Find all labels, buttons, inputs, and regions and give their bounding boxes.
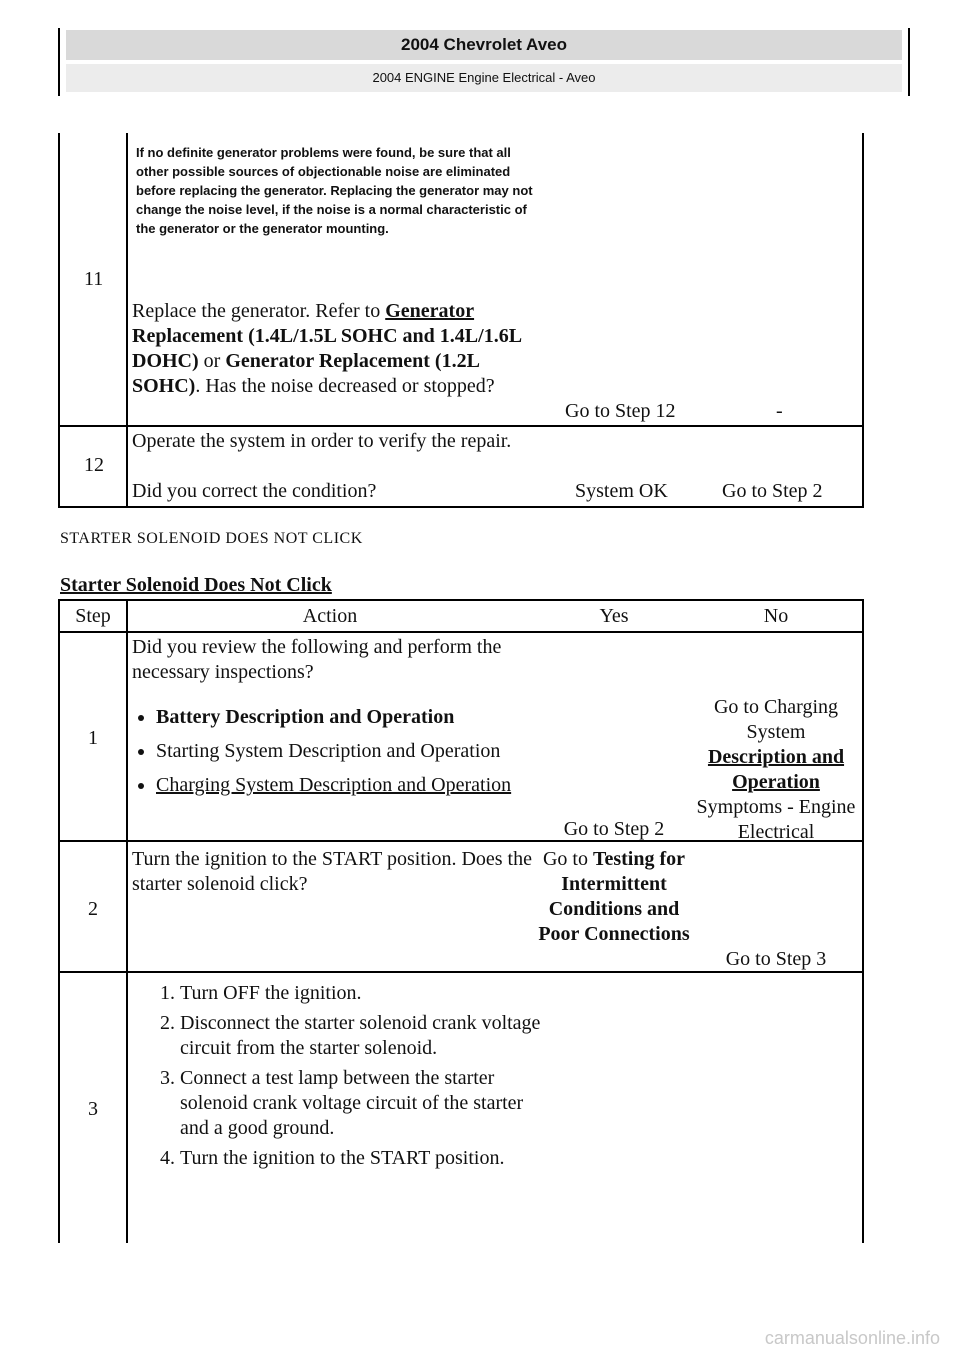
step-number: 12 (84, 454, 104, 476)
header-yes: Yes (599, 605, 629, 627)
list-item: 3. Connect a test lamp between the starter solenoid crank voltage circuit of the starter and a good ground. (180, 1066, 542, 1141)
list-item: 1. Turn OFF the ignition. (180, 981, 542, 1006)
step-question: Did you review the following and perform the necessary inspections? (132, 636, 502, 683)
step-action: Replace the generator. Refer to Generator Replacement (1.4L/1.5L SOHC and 1.4L/1.6L DOHC) or Generator Replacement (1.2L SOHC). Has the noise decreased or stopped? (132, 300, 521, 397)
no-cell: Go to Step 2 (722, 480, 823, 502)
step-number: 11 (84, 268, 104, 290)
no-cell: Go to Step 3 (725, 948, 827, 970)
page-title: 2004 Chevrolet Aveo (66, 30, 902, 60)
page-subtitle: 2004 ENGINE Engine Electrical - Aveo (66, 64, 902, 92)
step-number: 3 (88, 1098, 98, 1120)
watermark: carmanualsonline.info (764, 1328, 940, 1348)
intermittent-conditions-link[interactable]: Testing for Intermittent Conditions and Poor Connections (538, 848, 690, 945)
step-number: 1 (88, 727, 98, 749)
header-action: Action (302, 605, 358, 627)
generator-replacement-link[interactable]: Generator (385, 300, 475, 322)
table-title: Starter Solenoid Does Not Click (60, 574, 332, 596)
yes-cell: Go to Testing for Intermittent Conditions and Poor Connections (538, 848, 690, 945)
yes-cell: Go to Step 2 (563, 818, 665, 840)
procedure-steps (132, 981, 542, 1176)
no-cell: Go to Charging System Description and Operation Symptoms - Engine Electrical (696, 696, 856, 843)
list-item: 2. Disconnect the starter solenoid crank voltage circuit from the starter solenoid. (180, 1011, 542, 1061)
generator-replacement-12-link[interactable]: Generator Replacement (1.2L SOHC) (132, 350, 479, 397)
list-item[interactable]: • Battery Description and Operation (156, 705, 532, 730)
no-cell: - (776, 400, 783, 422)
starter-solenoid-table (58, 599, 864, 1243)
diagnostic-table-continued (58, 133, 864, 508)
step-action: Operate the system in order to verify the repair. (132, 430, 512, 452)
list-item: 4. Turn the ignition to the START position. (180, 1146, 542, 1171)
charging-system-link[interactable]: Description and Operation (707, 746, 845, 793)
step-number: 2 (88, 898, 98, 920)
page-header (58, 28, 910, 96)
step-question: Did you correct the condition? (132, 480, 377, 502)
yes-cell: Go to Step 12 (565, 400, 676, 422)
important-note: If no definite generator problems were found, be sure that all other possible sources of objectionable noise are eliminated before replacing the generator. Replacing the generator may not change the noise level, if the noise is a normal characteristic of the generator or the generator mounting. (136, 145, 533, 236)
header-step: Step (75, 605, 111, 627)
reference-list (132, 705, 532, 807)
list-item[interactable]: • Charging System Description and Operation (156, 773, 532, 798)
yes-cell: System OK (575, 480, 668, 502)
step-action: Turn the ignition to the START position. Does the starter solenoid click? (132, 848, 532, 895)
header-no: No (763, 605, 789, 627)
section-heading: STARTER SOLENOID DOES NOT CLICK (60, 530, 363, 547)
list-item[interactable]: • Starting System Description and Operation (156, 739, 532, 764)
